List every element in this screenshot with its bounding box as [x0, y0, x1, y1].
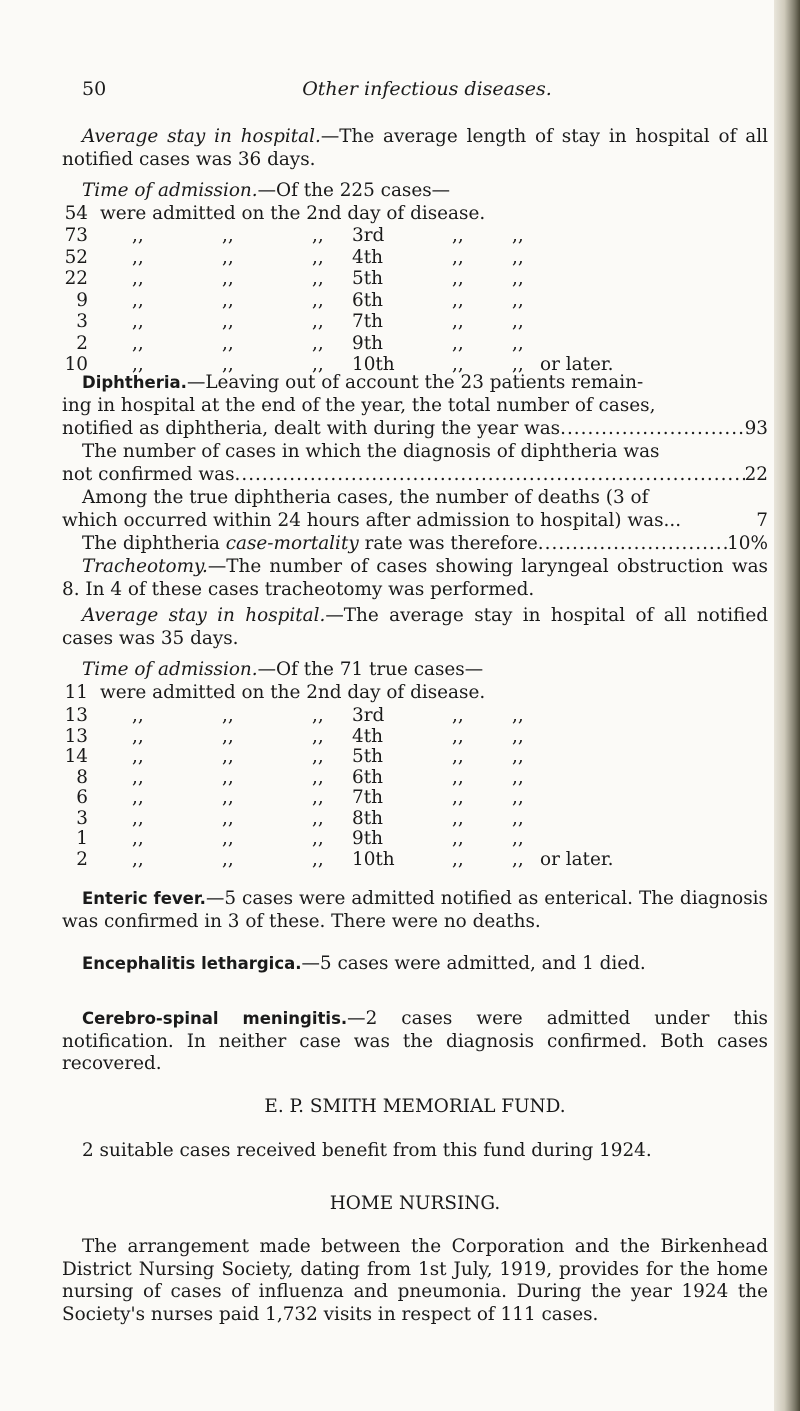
admission-day: 8th [352, 807, 383, 829]
ditto-mark: ,, [222, 246, 234, 268]
admission-row [62, 311, 768, 333]
ditto-mark: ,, [312, 828, 324, 849]
ditto-mark: ,, [512, 705, 524, 726]
ditto-mark: ,, [452, 311, 464, 332]
ditto-mark: ,, [132, 311, 144, 332]
ditto-mark: ,, [132, 332, 144, 354]
ditto-mark: ,, [512, 354, 524, 375]
diphtheria-paragraph-2 [62, 441, 768, 464]
ditto-mark: ,, [452, 225, 464, 246]
admission-tail: or later. [540, 354, 614, 375]
diphtheria-paragraph-1 [62, 372, 768, 395]
ditto-mark: ,, [452, 766, 464, 788]
admission-count: 8 [76, 766, 88, 788]
ditto-mark: ,, [512, 848, 524, 870]
leader-dots [560, 418, 744, 441]
ditto-mark: ,, [452, 246, 464, 268]
ditto-mark: ,, [132, 225, 144, 246]
diphtheria-text-4c: rate was therefore [358, 533, 538, 554]
ditto-mark: ,, [222, 289, 234, 311]
admission-day: 6th [352, 766, 383, 788]
ditto-mark: ,, [132, 289, 144, 311]
ditto-mark: ,, [222, 354, 234, 375]
diphtheria-text-4b: case-mortality [225, 533, 359, 554]
ditto-mark: ,, [512, 268, 524, 289]
admission-count: 13 [64, 705, 88, 726]
leader-dots [538, 533, 727, 556]
ditto-mark: ,, [452, 746, 464, 767]
admission-day: 5th [352, 268, 383, 289]
ditto-mark: ,, [452, 332, 464, 354]
diphtheria-deaths-line [62, 510, 768, 533]
admission-row [62, 268, 768, 290]
admission-count: 73 [64, 225, 88, 246]
diphtheria-deaths-value: 7 [756, 510, 768, 531]
diphtheria-stay-title: Average stay in hospital. [82, 605, 326, 626]
ditto-mark: ,, [132, 268, 144, 289]
ditto-mark: ,, [312, 766, 324, 788]
ditto-mark: ,, [132, 746, 144, 767]
diphtheria-text-1c: notified as diphtheria, dealt with during the year was [62, 418, 561, 439]
ditto-mark: ,, [452, 725, 464, 747]
ditto-mark: ,, [312, 311, 324, 332]
admission-day: 4th [352, 246, 383, 268]
encephalitis-paragraph [62, 953, 768, 976]
admission-day: 9th [352, 332, 383, 354]
ditto-mark: ,, [222, 332, 234, 354]
admission-day: 10th [352, 354, 395, 375]
admission-count: 22 [64, 268, 88, 289]
ditto-mark: ,, [312, 225, 324, 246]
meningitis-heading: Cerebro-spinal meningitis. [82, 1009, 348, 1028]
ditto-mark: ,, [132, 246, 144, 268]
scarlet-admission-first-row [62, 203, 768, 225]
ditto-mark: ,, [312, 246, 324, 268]
diphtheria-not-confirmed-value: 22 [744, 464, 768, 485]
diphtheria-paragraph-3 [62, 487, 768, 510]
ditto-mark: ,, [312, 332, 324, 354]
ditto-mark: ,, [222, 828, 234, 849]
scarlet-stay-title: Average stay in hospital. [82, 126, 321, 147]
enteric-paragraph [62, 888, 768, 933]
admission-day: 7th [352, 787, 383, 808]
ditto-mark: ,, [452, 848, 464, 870]
admission-row [62, 849, 768, 871]
admission-row [62, 767, 768, 789]
diphtheria-admission-title: Time of admission. [82, 659, 258, 680]
admission-count: 3 [76, 807, 88, 829]
admission-row [62, 333, 768, 355]
enteric-heading: Enteric fever. [82, 889, 206, 908]
ditto-mark: ,, [132, 828, 144, 849]
admission-count: 2 [76, 848, 88, 870]
admission-row [62, 726, 768, 748]
diphtheria-admission-intro [62, 659, 768, 682]
ditto-mark: ,, [222, 705, 234, 726]
ditto-mark: ,, [222, 268, 234, 289]
admission-row [62, 787, 768, 809]
admission-tail: or later. [540, 848, 614, 870]
diphtheria-text-2b: not confirmed was [62, 464, 235, 485]
ditto-mark: ,, [132, 807, 144, 829]
ditto-mark: ,, [512, 289, 524, 311]
admission-row [62, 225, 768, 247]
ditto-mark: ,, [512, 311, 524, 332]
ditto-mark: ,, [312, 725, 324, 747]
admission-count: 3 [76, 311, 88, 332]
admission-count: 1 [76, 828, 88, 849]
ditto-mark: ,, [312, 705, 324, 726]
admission-day: 3rd [352, 225, 385, 246]
scarlet-admission-intro [62, 180, 768, 203]
ditto-mark: ,, [222, 746, 234, 767]
ditto-mark: ,, [132, 787, 144, 808]
diphtheria-total-line [62, 418, 768, 441]
diphtheria-text-1b: ing in hospital at the end of the year, the total number of cases, [62, 395, 656, 416]
admission-row [62, 290, 768, 312]
diphtheria-stay-text: —The average stay in hospital of all notified cases was 35 days. [62, 605, 769, 649]
admission-count: 52 [64, 246, 88, 268]
ditto-mark: ,, [132, 725, 144, 747]
ditto-mark: ,, [512, 332, 524, 354]
diphtheria-admission-first-row [62, 682, 768, 704]
ditto-mark: ,, [222, 848, 234, 870]
ditto-mark: ,, [312, 354, 324, 375]
diphtheria-stay-paragraph [62, 605, 768, 650]
scarlet-admission-title: Time of admission. [82, 180, 258, 201]
running-title: Other infectious diseases. [302, 78, 552, 100]
diphtheria-heading: Diphtheria. [82, 373, 187, 392]
ditto-mark: ,, [312, 787, 324, 808]
admission-count: 14 [64, 746, 88, 767]
diphtheria-admission-text: —Of the 71 true cases— [257, 659, 484, 680]
nursing-heading: HOME NURSING. [329, 1193, 501, 1214]
ditto-mark: ,, [222, 311, 234, 332]
admission-row [62, 705, 768, 727]
diphtheria-mortality-line [62, 533, 768, 556]
admission-day: 3rd [352, 705, 385, 726]
ditto-mark: ,, [312, 268, 324, 289]
admission-day: 4th [352, 725, 383, 747]
ditto-mark: ,, [222, 766, 234, 788]
ditto-mark: ,, [512, 807, 524, 829]
ditto-mark: ,, [132, 354, 144, 375]
ditto-mark: ,, [512, 746, 524, 767]
fund-heading: E. P. SMITH MEMORIAL FUND. [264, 1096, 566, 1117]
ditto-mark: ,, [512, 225, 524, 246]
ditto-mark: ,, [512, 828, 524, 849]
fund-text: 2 suitable cases received benefit from this fund during 1924. [82, 1140, 652, 1161]
admission-count: 6 [76, 787, 88, 808]
ditto-mark: ,, [452, 828, 464, 849]
page-edge-shadow [774, 0, 800, 1411]
diphtheria-total-value: 93 [744, 418, 768, 439]
ditto-mark: ,, [132, 766, 144, 788]
ditto-mark: ,, [452, 787, 464, 808]
diphtheria-text-3a: Among the true diphtheria cases, the number of deaths (3 of [82, 487, 649, 508]
tracheotomy-text: —The number of cases showing laryngeal obstruction was 8. In 4 of these cases tracheotomy was performed. [62, 556, 768, 600]
scarlet-stay-text: —The average length of stay in hospital of all notified cases was 36 days. [62, 126, 768, 170]
ditto-mark: ,, [512, 766, 524, 788]
page-header [82, 78, 772, 106]
page-number: 50 [82, 78, 107, 100]
admission-row [62, 247, 768, 269]
admission-count: 13 [64, 725, 88, 747]
ditto-mark: ,, [452, 354, 464, 375]
ditto-mark: ,, [132, 848, 144, 870]
scarlet-admission-text: —Of the 225 cases— [257, 180, 451, 201]
ditto-mark: ,, [312, 848, 324, 870]
ditto-mark: ,, [512, 787, 524, 808]
admission-day: 7th [352, 311, 383, 332]
admission-count: 2 [76, 332, 88, 354]
encephalitis-heading: Encephalitis lethargica. [82, 954, 302, 973]
enteric-text: —5 cases were admitted notified as enterical. The diagnosis was confirmed in 3 of these. There were no deaths. [62, 888, 768, 932]
admission-count: 10 [64, 354, 88, 375]
ditto-mark: ,, [312, 807, 324, 829]
ditto-mark: ,, [132, 705, 144, 726]
admission-row [62, 808, 768, 830]
diphtheria-not-confirmed-line [62, 464, 768, 487]
admission-count: 54 [64, 203, 88, 224]
ditto-mark: ,, [452, 705, 464, 726]
admission-phrase: were admitted on the 2nd day of disease. [100, 203, 486, 224]
ditto-mark: ,, [312, 289, 324, 311]
diphtheria-text-3b: which occurred within 24 hours after admission to hospital) was... [62, 510, 682, 531]
scarlet-stay-paragraph [62, 126, 768, 171]
admission-count: 11 [64, 682, 88, 703]
meningitis-text: —2 cases were admitted under this notification. In neither case was the diagnosis confirmed. Both cases recovered. [62, 1008, 768, 1075]
ditto-mark: ,, [452, 268, 464, 289]
ditto-mark: ,, [222, 787, 234, 808]
admission-count: 9 [76, 289, 88, 311]
admission-day: 5th [352, 746, 383, 767]
ditto-mark: ,, [512, 725, 524, 747]
tracheotomy-paragraph [62, 556, 768, 601]
diphtheria-text-2a: The number of cases in which the diagnosis of diphtheria was [82, 441, 660, 462]
ditto-mark: ,, [512, 246, 524, 268]
leader-dots [235, 464, 745, 487]
meningitis-paragraph [62, 1008, 768, 1076]
admission-row [62, 828, 768, 850]
admission-phrase: were admitted on the 2nd day of disease. [100, 682, 486, 703]
ditto-mark: ,, [312, 746, 324, 767]
diphtheria-text-1a: —Leaving out of account the 23 patients remain- [186, 372, 644, 393]
admission-day: 6th [352, 289, 383, 311]
ditto-mark: ,, [452, 289, 464, 311]
admission-row [62, 746, 768, 768]
spacer [681, 510, 756, 533]
diphtheria-line-2 [62, 395, 768, 418]
nursing-text: The arrangement made between the Corporation and the Birkenhead District Nursing Society, dating from 1st July, 1919, provides for the home nursing of cases of influenza and pneumonia. During the year 1924 the Society's nurses paid 1,732 visits in respect of 111 cases. [62, 1236, 768, 1325]
diphtheria-mortality-value: 10% [727, 533, 768, 554]
encephalitis-text: —5 cases were admitted, and 1 died. [301, 953, 646, 974]
ditto-mark: ,, [222, 807, 234, 829]
ditto-mark: ,, [222, 725, 234, 747]
admission-day: 10th [352, 848, 395, 870]
ditto-mark: ,, [452, 807, 464, 829]
diphtheria-text-4a: The diphtheria [82, 533, 226, 554]
ditto-mark: ,, [222, 225, 234, 246]
tracheotomy-title: Tracheotomy. [82, 556, 208, 577]
admission-day: 9th [352, 828, 383, 849]
